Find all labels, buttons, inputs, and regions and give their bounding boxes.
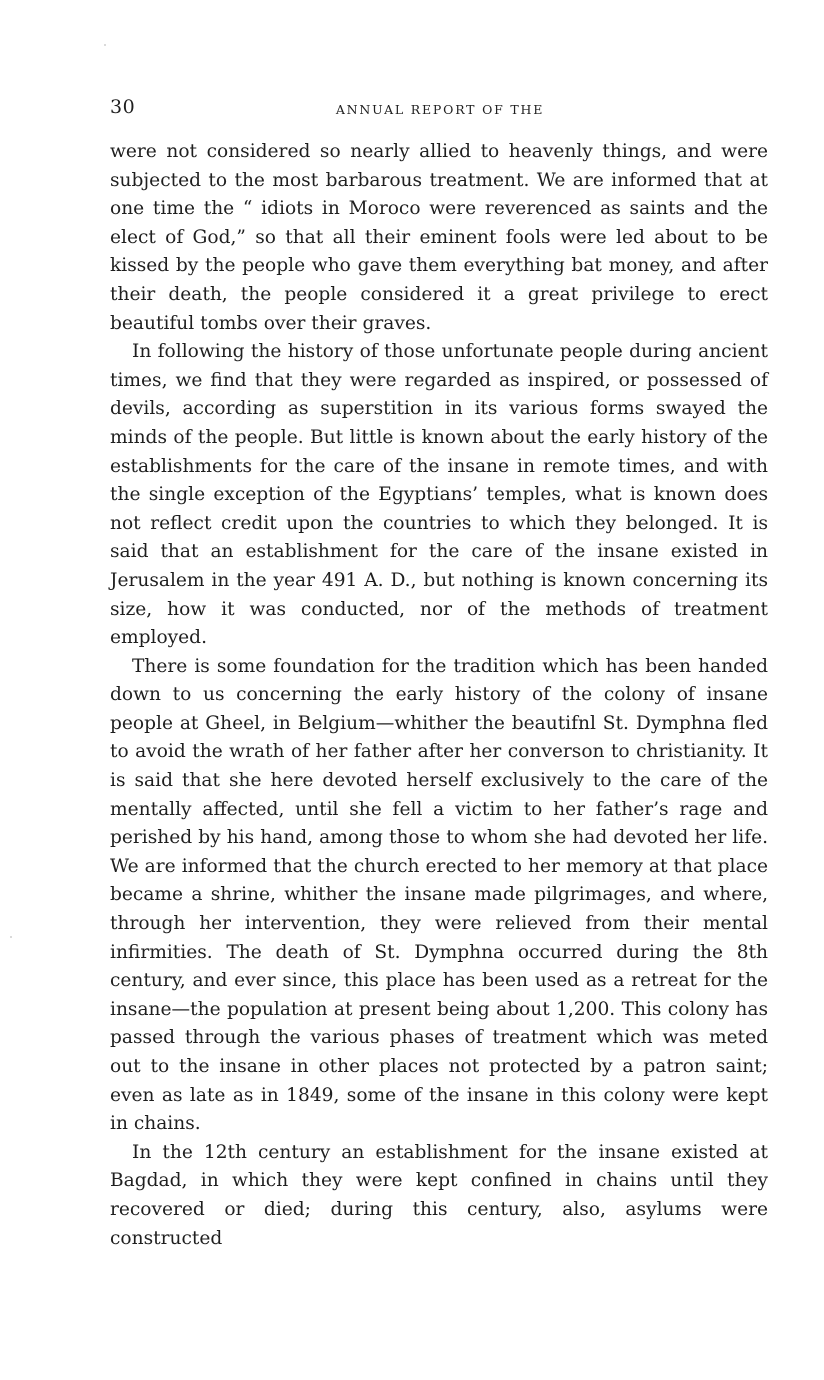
paragraph-continued: were not considered so nearly allied to heavenly things, and were subjected to the most barbarous treatment. We are informed that at one time the “ idiots in Moroco were reverenced as saints and the elect of God,” so that all their eminent fools were led about to be kissed by the people who gave them everything bat money, and after their death, the people considered it a great privilege to erect beautiful tombs over their graves.: [110, 141, 768, 334]
running-title: ANNUAL REPORT OF THE: [335, 102, 545, 117]
page-number: 30: [110, 96, 136, 118]
body-text: [110, 138, 768, 1253]
paragraph-bagdad: In the 12th century an establishment for the insane existed at Bagdad, in which they were kept confined in chains until they recovered or died; during this century, also, asylums were constructed: [110, 1141, 768, 1249]
paper-speck: [10, 936, 12, 938]
paper-speck: [104, 44, 106, 46]
running-head: [110, 96, 770, 120]
paragraph-gheel: There is some foundation for the tradition which has been handed down to us concerning the early history of the colony of insane people at Gheel, in Belgium—whither the beautifnl St. Dymphna fled to avoid the wrath of her father after her converson to christianity. It is said that she here devoted herself exclusively to the care of the mentally affected, until she fell a victim to her father’s rage and perished by his hand, among those to whom she had devoted her life. We are informed that the church erected to her memory at that place became a shrine, whither the insane made pilgrimages, and where, through her intervention, they were relieved from their mental infirmities. The death of St. Dymphna occurred during the 8th century, and ever since, this place has been used as a retreat for the insane—the population at present being about 1,200. This colony has passed through the various phases of treatment which was meted out to the insane in other places not protected by a patron saint; even as late as in 1849, some of the insane in this colony were kept in chains.: [110, 655, 768, 1135]
paragraph-history: In following the history of those unfortunate people during ancient times, we find that they were regarded as inspired, or possessed of devils, according as superstition in its various forms swayed the minds of the people. But little is known about the early history of the establishments for the care of the insane in remote times, and with the single exception of the Egyptians’ temples, what is known does not reflect credit upon the countries to which they belonged. It is said that an establishment for the care of the insane existed in Jerusalem in the year 491 A. D., but nothing is known concerning its size, how it was conducted, nor of the methods of treatment employed.: [110, 341, 768, 649]
